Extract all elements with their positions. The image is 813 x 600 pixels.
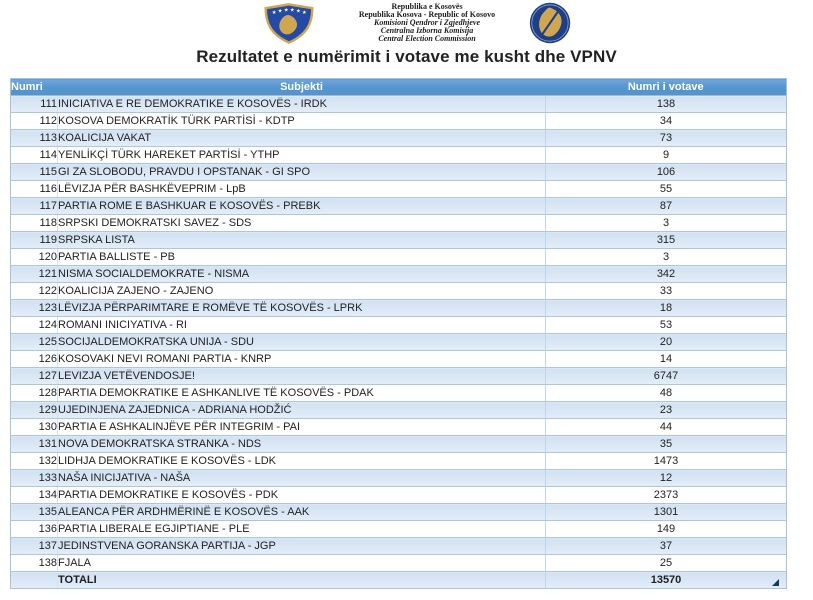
cell-subjekti: PARTIA DEMOKRATIKE E ASHKANLIVE TË KOSOVËS - PDAK [58, 385, 546, 402]
total-label: TOTALI [58, 572, 546, 589]
cell-subjekti: NAŠA INICIJATIVA - NAŠA [58, 470, 546, 487]
cell-subjekti: KOALICIJA VAKAT [58, 130, 546, 147]
kosovo-coat-of-arms-icon [260, 3, 318, 44]
cell-numri: 128 [11, 385, 58, 402]
cell-numri: 126 [11, 351, 58, 368]
total-row [11, 572, 787, 589]
cell-subjekti: LËVIZJA PËRPARIMTARE E ROMËVE TË KOSOVËS - LPRK [58, 300, 546, 317]
cell-numri: 119 [11, 232, 58, 249]
institution-line: Central Election Commission [378, 34, 476, 43]
cell-votes: 106 [546, 164, 787, 181]
cell-votes: 34 [546, 113, 787, 130]
table-row [11, 130, 787, 147]
cell-subjekti: PARTIA E ASHKALINJËVE PËR INTEGRIM - PAI [58, 419, 546, 436]
cell-subjekti: UJEDINJENA ZAJEDNICA - ADRIANA HODŽIĆ [58, 402, 546, 419]
cell-votes: 55 [546, 181, 787, 198]
results-table-header [11, 79, 787, 96]
cell-subjekti: SOCIJALDEMOKRATSKA UNIJA - SDU [58, 334, 546, 351]
total-numri-cell [11, 572, 58, 589]
table-row [11, 521, 787, 538]
total-votes: 13570 [546, 572, 787, 589]
results-table-container [10, 78, 786, 589]
cell-subjekti: LIDHJA DEMOKRATIKE E KOSOVËS - LDK [58, 453, 546, 470]
cell-votes: 315 [546, 232, 787, 249]
cell-subjekti: NOVA DEMOKRATSKA STRANKA - NDS [58, 436, 546, 453]
cell-numri: 114 [11, 147, 58, 164]
cell-numri: 121 [11, 266, 58, 283]
table-row [11, 300, 787, 317]
table-row [11, 368, 787, 385]
cell-votes: 14 [546, 351, 787, 368]
cell-numri: 132 [11, 453, 58, 470]
institution-header [322, 3, 532, 43]
table-row [11, 198, 787, 215]
results-table-footer [11, 572, 787, 589]
cell-votes: 149 [546, 521, 787, 538]
page-title: Rezultatet e numërimit i votave me kusht dhe VPNV [196, 47, 617, 66]
cell-numri: 117 [11, 198, 58, 215]
cell-subjekti: PARTIA BALLISTE - PB [58, 249, 546, 266]
svg-text:★: ★ [283, 7, 289, 14]
cell-subjekti: KOSOVAKI NEVI ROMANI PARTIA - KNRP [58, 351, 546, 368]
cell-numri: 134 [11, 487, 58, 504]
cell-numri: 124 [11, 317, 58, 334]
cell-numri: 113 [11, 130, 58, 147]
cell-subjekti: PARTIA DEMOKRATIKE E KOSOVËS - PDK [58, 487, 546, 504]
cell-numri: 116 [11, 181, 58, 198]
table-row [11, 96, 787, 113]
svg-text:★: ★ [302, 10, 307, 17]
cell-subjekti: GI ZA SLOBODU, PRAVDU I OPSTANAK - GI SPO [58, 164, 546, 181]
cell-numri: 122 [11, 283, 58, 300]
cell-numri: 127 [11, 368, 58, 385]
table-row [11, 164, 787, 181]
header-row [11, 79, 787, 96]
cell-numri: 120 [11, 249, 58, 266]
cell-numri: 125 [11, 334, 58, 351]
column-header-subjekti: Subjekti [58, 79, 546, 96]
table-row [11, 113, 787, 130]
table-row [11, 453, 787, 470]
cell-subjekti: FJALA [58, 555, 546, 572]
cell-votes: 87 [546, 198, 787, 215]
cell-votes: 2373 [546, 487, 787, 504]
results-table-body [11, 96, 787, 572]
cell-subjekti: PARTIA ROME E BASHKUAR E KOSOVËS - PREBK [58, 198, 546, 215]
cell-subjekti: ALEANCA PËR ARDHMËRINË E KOSOVËS - AAK [58, 504, 546, 521]
table-row [11, 215, 787, 232]
table-row [11, 470, 787, 487]
table-row [11, 436, 787, 453]
cell-subjekti: SRPSKI DEMOKRATSKI SAVEZ - SDS [58, 215, 546, 232]
table-row [11, 147, 787, 164]
svg-text:★: ★ [289, 7, 295, 14]
cell-votes: 6747 [546, 368, 787, 385]
cell-subjekti: KOSOVA DEMOKRATİK TÜRK PARTİSİ - KDTP [58, 113, 546, 130]
cell-votes: 342 [546, 266, 787, 283]
cell-numri: 123 [11, 300, 58, 317]
institution-line: Centralna Izborna Komisija [380, 26, 474, 35]
election-commission-seal-icon [524, 2, 576, 44]
cell-numri: 133 [11, 470, 58, 487]
cell-subjekti: JEDINSTVENA GORANSKA PARTIJA - JGP [58, 538, 546, 555]
table-row [11, 504, 787, 521]
cell-votes: 23 [546, 402, 787, 419]
cell-subjekti: PARTIA LIBERALE EGJIPTIANE - PLE [58, 521, 546, 538]
cell-subjekti: ROMANI INICIYATIVA - RI [58, 317, 546, 334]
cell-numri: 111 [11, 96, 58, 113]
institution-line: Komisioni Qendror i Zgjedhjeve [374, 18, 480, 27]
column-header-votes: Numri i votave [546, 79, 787, 96]
cell-numri: 130 [11, 419, 58, 436]
cell-votes: 138 [546, 96, 787, 113]
cell-subjekti: SRPSKA LISTA [58, 232, 546, 249]
institution-line: Republika e Kosovës [391, 2, 463, 11]
svg-text:★: ★ [277, 8, 283, 15]
cell-numri: 115 [11, 164, 58, 181]
cell-numri: 136 [11, 521, 58, 538]
cell-numri: 137 [11, 538, 58, 555]
cell-votes: 3 [546, 249, 787, 266]
results-table [10, 78, 787, 589]
cell-votes: 1301 [546, 504, 787, 521]
cell-numri: 135 [11, 504, 58, 521]
svg-text:★: ★ [271, 10, 277, 17]
cell-votes: 73 [546, 130, 787, 147]
table-row [11, 266, 787, 283]
table-row [11, 385, 787, 402]
cell-subjekti: NISMA SOCIALDEMOKRATE - NISMA [58, 266, 546, 283]
cell-votes: 37 [546, 538, 787, 555]
svg-text:★: ★ [295, 8, 301, 15]
cell-subjekti: KOALICIJA ZAJENO - ZAJENO [58, 283, 546, 300]
table-row [11, 351, 787, 368]
cell-votes: 35 [546, 436, 787, 453]
institution-line: Republika Kosova - Republic of Kosovo [358, 10, 496, 19]
cell-subjekti: INICIATIVA E RE DEMOKRATIKE E KOSOVËS - IRDK [58, 96, 546, 113]
table-row [11, 283, 787, 300]
cell-votes: 48 [546, 385, 787, 402]
table-row [11, 538, 787, 555]
table-row [11, 334, 787, 351]
cell-votes: 9 [546, 147, 787, 164]
cell-votes: 18 [546, 300, 787, 317]
cell-votes: 1473 [546, 453, 787, 470]
cell-numri: 112 [11, 113, 58, 130]
table-row [11, 181, 787, 198]
cell-subjekti: YENLİKÇİ TÜRK HAREKET PARTİSİ - YTHP [58, 147, 546, 164]
cell-votes: 20 [546, 334, 787, 351]
cell-votes: 53 [546, 317, 787, 334]
cell-votes: 33 [546, 283, 787, 300]
cell-subjekti: LËVIZJA PËR BASHKËVEPRIM - LpB [58, 181, 546, 198]
table-resize-corner-icon [772, 579, 779, 586]
cell-votes: 3 [546, 215, 787, 232]
cell-numri: 129 [11, 402, 58, 419]
cell-votes: 44 [546, 419, 787, 436]
cell-numri: 131 [11, 436, 58, 453]
cell-subjekti: LEVIZJA VETËVENDOSJE! [58, 368, 546, 385]
table-row [11, 402, 787, 419]
table-row [11, 555, 787, 572]
table-row [11, 487, 787, 504]
table-row [11, 249, 787, 266]
table-row [11, 317, 787, 334]
table-row [11, 419, 787, 436]
cell-numri: 138 [11, 555, 58, 572]
column-header-numri: Numri [11, 79, 58, 96]
cell-votes: 12 [546, 470, 787, 487]
cell-votes: 25 [546, 555, 787, 572]
cell-numri: 118 [11, 215, 58, 232]
table-row [11, 232, 787, 249]
